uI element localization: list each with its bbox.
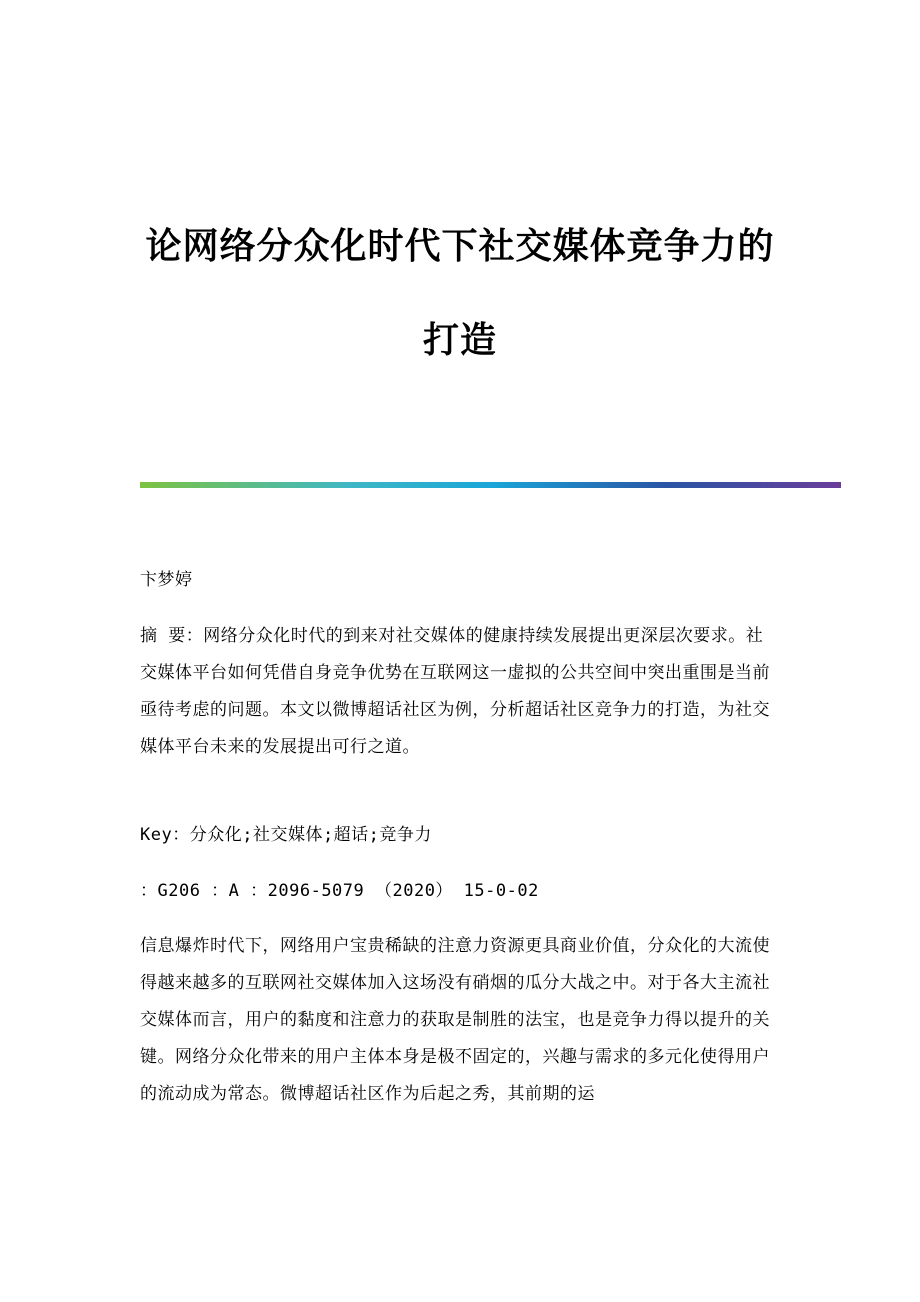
- abstract-paragraph: 摘 要：网络分众化时代的到来对社交媒体的健康持续发展提出更深层次要求。社交媒体平台如何凭借自身竞争优势在互联网这一虚拟的公共空间中突出重围是当前亟待考虑的问题。本文以微博超话社区为例，分析超话社区竞争力的打造，为社交媒体平台未来的发展提出可行之道。: [140, 626, 770, 757]
- gradient-divider: [140, 482, 841, 488]
- classification-line: ：G206 ：A ：2096-5079 （2020） 15-0-02: [140, 881, 539, 901]
- body-paragraph: 信息爆炸时代下，网络用户宝贵稀缺的注意力资源更具商业价值，分众化的大流使得越来越多的互联网社交媒体加入这场没有硝烟的瓜分大战之中。对于各大主流社交媒体而言，用户的黏度和注意力的获取是制胜的法宝，也是竞争力得以提升的关键。网络分众化带来的用户主体本身是极不固定的，兴趣与需求的多元化使得用户的流动成为常态。微博超话社区作为后起之秀，其前期的运: [140, 936, 770, 1104]
- author-name: 卞梦婷: [140, 570, 193, 590]
- keywords-line: Key：分众化;社交媒体;超话;竞争力: [140, 825, 432, 845]
- paper-title-line-1: 论网络分众化时代下社交媒体竞争力的: [145, 226, 775, 267]
- paper-title-line-2: 打造: [422, 320, 497, 361]
